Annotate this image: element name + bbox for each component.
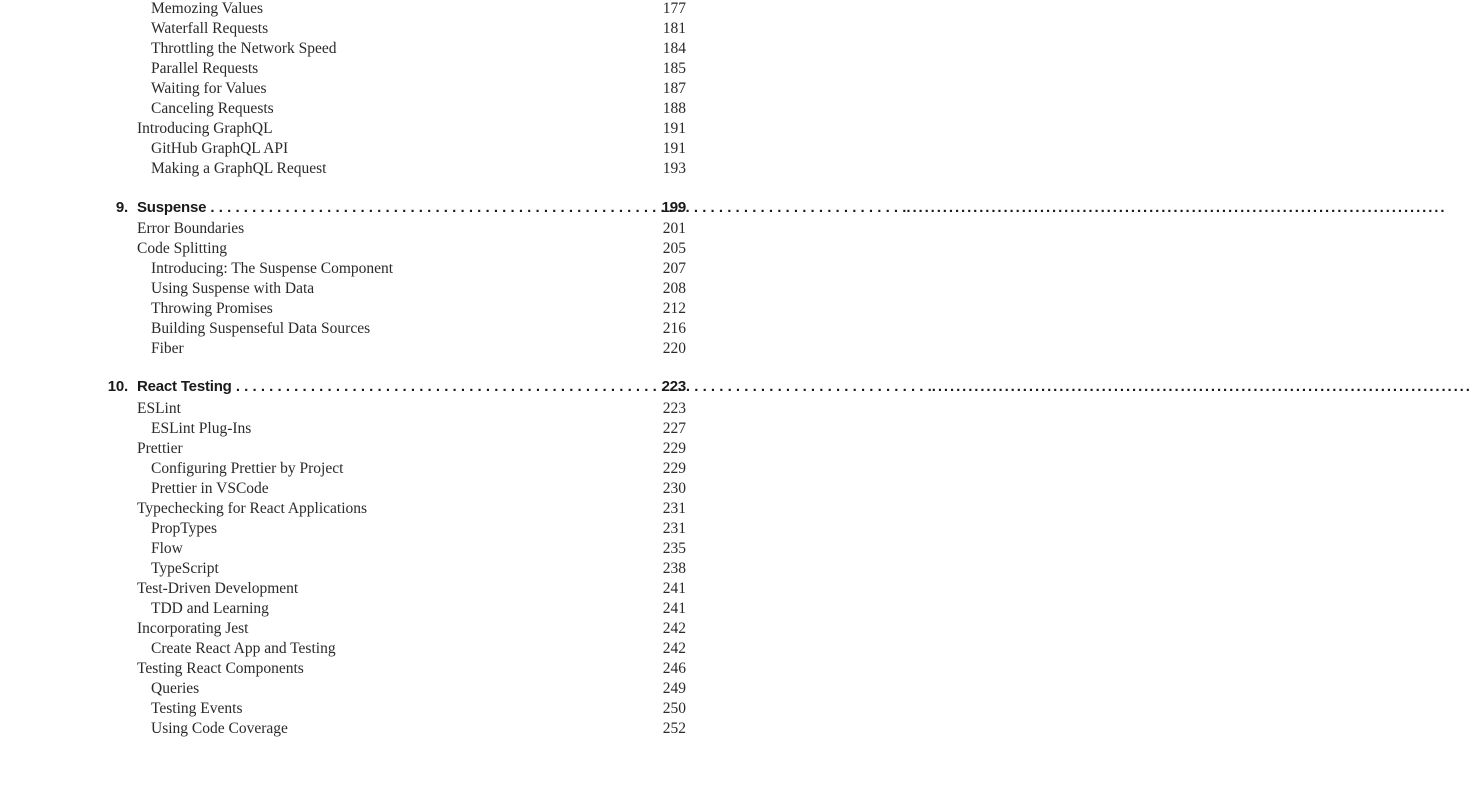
toc-entry-page: 229 xyxy=(662,440,686,457)
toc-entry[interactable] xyxy=(0,319,800,339)
toc-entry-title: Typechecking for React Applications xyxy=(137,500,368,517)
toc-entry-title: Throwing Promises xyxy=(151,300,273,317)
chapter-heading-9[interactable] xyxy=(0,198,1447,218)
toc-entry[interactable] xyxy=(0,559,800,579)
toc-entry[interactable] xyxy=(0,419,800,439)
toc-entry[interactable] xyxy=(0,279,800,299)
toc-entry-page: 238 xyxy=(662,560,686,577)
toc-entry[interactable] xyxy=(0,399,800,419)
toc-entry-page: 242 xyxy=(662,620,686,637)
toc-entry[interactable] xyxy=(0,459,800,479)
toc-entry[interactable] xyxy=(0,139,800,159)
toc-entry-page: 184 xyxy=(662,40,686,57)
toc-entry-title: TDD and Learning xyxy=(151,600,269,617)
toc-entry[interactable] xyxy=(0,59,800,79)
toc-entry[interactable] xyxy=(0,259,800,279)
toc-entry[interactable] xyxy=(0,479,800,499)
dot-leader: ......................................................................................... xyxy=(931,378,1472,395)
toc-entry-title: Prettier in VSCode xyxy=(151,480,269,497)
toc-entry-page: 231 xyxy=(662,520,686,537)
toc-entry[interactable] xyxy=(0,699,800,719)
toc-entry-title: Parallel Requests xyxy=(151,60,259,77)
toc-entry[interactable] xyxy=(0,99,800,119)
toc-entry-page: 227 xyxy=(662,420,686,437)
toc-entry[interactable] xyxy=(0,539,800,559)
toc-entry-page: 235 xyxy=(662,540,686,557)
toc-entry[interactable] xyxy=(0,659,800,679)
toc-entry-title: TypeScript xyxy=(151,560,219,577)
toc-entry-title: Prettier xyxy=(137,440,183,457)
toc-entry[interactable] xyxy=(0,499,800,519)
toc-entry-page: 216 xyxy=(662,320,686,337)
toc-entry-page: 252 xyxy=(662,720,686,737)
toc-entry-title: Memozing Values xyxy=(151,0,264,17)
toc-entry-title: ESLint Plug-Ins xyxy=(151,420,252,437)
toc-entry-title: Throttling the Network Speed xyxy=(151,40,337,57)
toc-entry-page: 212 xyxy=(662,300,686,317)
chapter-number: 9. xyxy=(115,199,128,216)
toc-entry-page: 242 xyxy=(662,640,686,657)
toc-entry[interactable] xyxy=(0,219,800,239)
toc-entry-page: 191 xyxy=(662,120,686,137)
chapter-title: Suspense . . . xyxy=(137,199,906,216)
toc-entry-page: 187 xyxy=(662,80,686,97)
toc-entry-page: 246 xyxy=(662,660,686,677)
chapter-title: React Testing . . . xyxy=(137,378,932,395)
toc-entry-title: Configuring Prettier by Project xyxy=(151,460,344,477)
chapter-heading-10[interactable] xyxy=(0,377,1472,397)
toc-entry[interactable] xyxy=(0,119,800,139)
toc-entry-page: 201 xyxy=(662,220,686,237)
toc-entry-page: 231 xyxy=(662,500,686,517)
toc-entry[interactable] xyxy=(0,79,800,99)
toc-entry-title: Queries xyxy=(151,680,200,697)
toc-entry-title: Fiber xyxy=(151,340,184,357)
toc-entry-page: 188 xyxy=(662,100,686,117)
toc-entry[interactable] xyxy=(0,19,800,39)
toc-entry-title: GitHub GraphQL API xyxy=(151,140,289,157)
toc-entry-title: Test-Driven Development xyxy=(137,580,299,597)
toc-entry[interactable] xyxy=(0,299,800,319)
toc-entry-title: Flow xyxy=(151,540,183,557)
toc-entry-title: Using Code Coverage xyxy=(151,720,288,737)
toc-entry-page: 229 xyxy=(662,460,686,477)
toc-entry-page: 185 xyxy=(662,60,686,77)
toc-entry[interactable] xyxy=(0,519,800,539)
toc-entry-page: 220 xyxy=(662,340,686,357)
toc-entry-title: Introducing GraphQL xyxy=(137,120,273,137)
toc-entry-page: 230 xyxy=(662,480,686,497)
toc-entry-title: Waterfall Requests xyxy=(151,20,269,37)
toc-entry[interactable] xyxy=(0,39,800,59)
toc-entry-page: 191 xyxy=(662,140,686,157)
toc-entry-page: 249 xyxy=(662,680,686,697)
toc-entry-title: Create React App and Testing xyxy=(151,640,336,657)
chapter-number: 10. xyxy=(107,378,128,395)
toc-entry-page: 207 xyxy=(662,260,686,277)
toc-entry[interactable] xyxy=(0,579,800,599)
chapter-page: 223 xyxy=(661,378,686,395)
toc-entry[interactable] xyxy=(0,439,800,459)
toc-entry-page: 177 xyxy=(662,0,686,17)
toc-entry[interactable] xyxy=(0,0,800,19)
toc-entry[interactable] xyxy=(0,339,800,359)
toc-entry-page: 181 xyxy=(662,20,686,37)
toc-entry-title: Introducing: The Suspense Component xyxy=(151,260,394,277)
toc-entry-title: ESLint xyxy=(137,400,181,417)
toc-entry-title: Using Suspense with Data xyxy=(151,280,315,297)
toc-entry-title: Waiting for Values xyxy=(151,80,267,97)
dot-leader: ......................................................................................... xyxy=(906,199,1447,216)
toc-entry-title: Testing Events xyxy=(151,700,243,717)
toc-entry-page: 193 xyxy=(662,160,686,177)
toc-entry-page: 250 xyxy=(662,700,686,717)
toc-entry-title: Building Suspenseful Data Sources xyxy=(151,320,371,337)
toc-entry[interactable] xyxy=(0,239,800,259)
toc-entry[interactable] xyxy=(0,599,800,619)
toc-entry-page: 205 xyxy=(662,240,686,257)
toc-entry-title: Testing React Components xyxy=(137,660,304,677)
toc-entry-title: Incorporating Jest xyxy=(137,620,249,637)
toc-entry-title: Canceling Requests xyxy=(151,100,274,117)
toc-entry-page: 223 xyxy=(662,400,686,417)
toc-entry[interactable] xyxy=(0,639,800,659)
toc-entry-title: Making a GraphQL Request xyxy=(151,160,327,177)
chapter-page: 199 xyxy=(661,199,686,216)
toc-entry-title: PropTypes xyxy=(151,520,218,537)
toc-entry-page: 241 xyxy=(662,580,686,597)
toc-entry[interactable] xyxy=(0,619,800,639)
toc-entry[interactable] xyxy=(0,719,800,739)
toc-entry-page: 241 xyxy=(662,600,686,617)
toc-entry[interactable] xyxy=(0,159,800,179)
toc-entry-title: Code Splitting xyxy=(137,240,227,257)
toc-entry[interactable] xyxy=(0,679,800,699)
toc-entry-page: 208 xyxy=(662,280,686,297)
toc-entry-title: Error Boundaries xyxy=(137,220,245,237)
